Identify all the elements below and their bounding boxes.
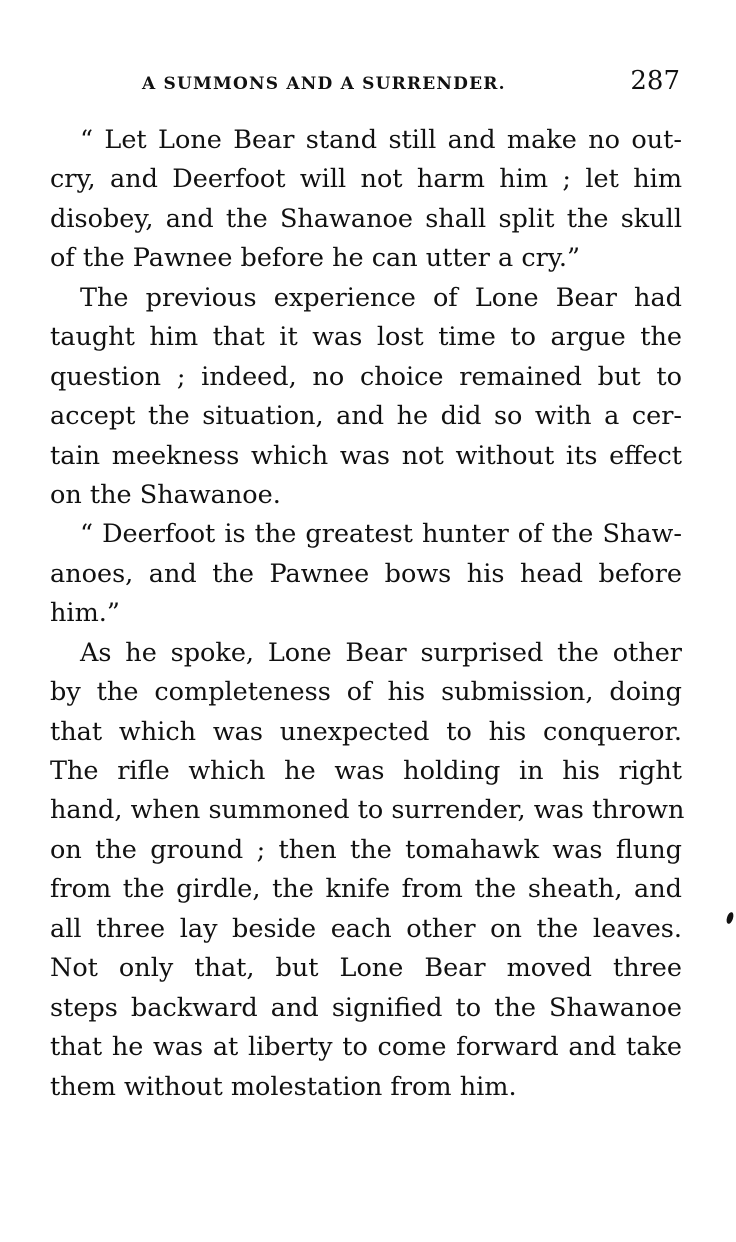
text-line-15: by the completeness of his submission, doing [50, 677, 682, 708]
text-line-6: taught him that it was lost time to argue the [50, 322, 682, 353]
text-line-23: steps backward and signified to the Shawanoe [50, 992, 682, 1023]
text-line-2: cry, and Deerfoot will not harm him ; let him [50, 164, 682, 195]
text-line-24: that he was at liberty to come forward and take [50, 1032, 682, 1063]
text-line-14: As he spoke, Lone Bear surprised the other [80, 637, 682, 668]
page-number: 287 [630, 66, 680, 96]
running-head [50, 64, 680, 100]
text-line-4: of the Pawnee before he can utter a cry.” [50, 243, 580, 274]
text-line-25: them without molestation from him. [50, 1071, 517, 1102]
text-line-7: question ; indeed, no choice remained but to [50, 361, 682, 392]
text-line-10: on the Shawanoe. [50, 479, 281, 510]
text-line-16: that which was unexpected to his conqueror. [50, 716, 682, 747]
text-line-20: from the girdle, the knife from the sheath, and [50, 874, 682, 905]
text-line-9: tain meekness which was not without its effect [50, 440, 682, 471]
text-line-12: anoes, and the Pawnee bows his head before [50, 558, 682, 589]
text-line-3: disobey, and the Shawanoe shall split the skull [50, 203, 682, 234]
text-line-19: on the ground ; then the tomahawk was flung [50, 834, 682, 865]
text-line-11: “ Deerfoot is the greatest hunter of the Shaw- [80, 519, 682, 550]
text-line-17: The rifle which he was holding in his right [50, 756, 682, 786]
text-line-22: Not only that, but Lone Bear moved three [50, 953, 682, 984]
text-line-13: him.” [50, 598, 120, 629]
text-line-8: accept the situation, and he did so with a cer- [50, 401, 682, 432]
text-line-1: “ Let Lone Bear stand still and make no out- [80, 125, 682, 155]
body-text [50, 121, 685, 1107]
running-title: A SUMMONS AND A SURRENDER. [142, 74, 506, 94]
text-line-18: hand, when summoned to surrender, was thrown [50, 795, 685, 826]
text-line-21: all three lay beside each other on the leaves. [50, 913, 682, 944]
ink-speck [725, 911, 734, 924]
text-line-5: The previous experience of Lone Bear had [80, 282, 682, 313]
